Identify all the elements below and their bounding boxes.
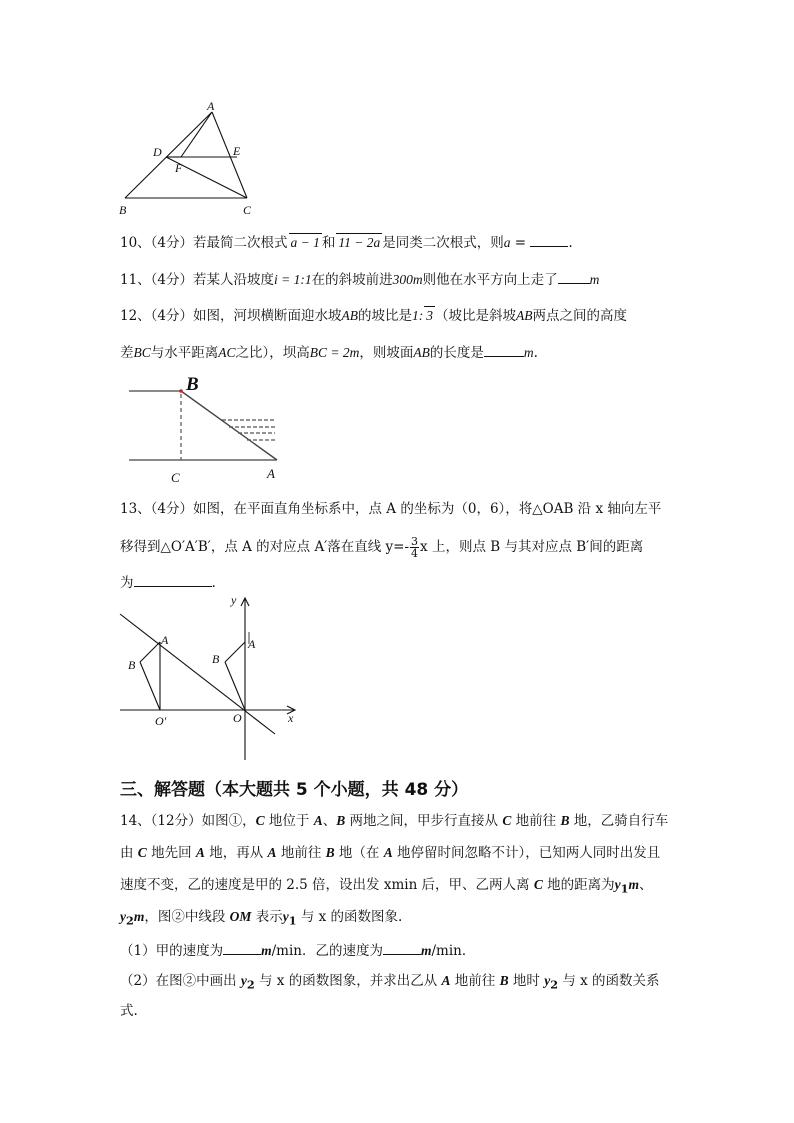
q12-end: . — [533, 345, 538, 361]
triangle-label-f: F — [175, 161, 183, 175]
q14-p2-b: 与 x 的函数图象，并求出乙从 — [254, 973, 442, 989]
triangle-label-a: A — [207, 99, 215, 113]
q12-text-end: 两点之间的高度 — [532, 308, 628, 324]
q10-radical-1: a − 1 — [290, 235, 320, 250]
q14-p2-B: B — [499, 973, 509, 988]
q14-l1-C2: C — [502, 813, 512, 828]
q11-distance: 300m — [392, 272, 423, 287]
q10-text: 10、（4分）若最简二次根式 — [120, 235, 288, 251]
q12-sqrt3: 3 — [426, 308, 434, 323]
q10-radical-2: 11 − 2a — [338, 235, 381, 250]
coord-label-a-prime: A — [161, 633, 169, 647]
q14-p1-c: /min． — [431, 943, 476, 959]
q14-l2-A2: A — [267, 845, 277, 860]
q14-p2-e: 与 x 的函数关系 — [558, 973, 660, 989]
q14-l2-f: 地停留时间忽略不计），已知两人同时出发且 — [392, 845, 661, 861]
q14-l3-y1: y — [614, 877, 621, 892]
question-14-line-2 — [120, 844, 660, 862]
q14-l2-A3: A — [383, 845, 393, 860]
q14-p2-c: 地前往 — [450, 973, 500, 989]
q14-l4-b: 表示 — [251, 909, 283, 925]
coord-label-a: A — [248, 637, 256, 651]
q14-p2-y2: y — [240, 973, 247, 988]
q13-fraction — [410, 536, 419, 559]
q14-p2-A: A — [441, 973, 451, 988]
coord-label-b-prime: B — [128, 658, 136, 672]
q14-l4-OM: OM — [229, 909, 252, 924]
q14-l1-e: 地前往 — [511, 813, 561, 829]
q14-p1-a: （1）甲的速度为 — [120, 943, 224, 959]
triangle-label-c: C — [243, 203, 252, 217]
dam-label-a: A — [267, 466, 275, 481]
question-10 — [120, 232, 573, 252]
q10-text-mid: 是同类二次根式，则 — [382, 235, 504, 251]
q13-text: 13、（4分）如图，在平面直角坐标系中，点 A 的坐标为（0，6），将△OAB 沿 x 轴向左平 — [120, 501, 662, 517]
q10-eq: = — [510, 235, 531, 251]
q10-and: 和 — [321, 235, 336, 251]
coord-label-o-prime: O′ — [155, 714, 167, 728]
question-13-line-1 — [120, 500, 661, 518]
q12-l2-text: 差 — [120, 345, 134, 361]
q14-l1-b: 地位于 — [264, 813, 314, 829]
q14-l4-c: 与 x 的函数图象. — [296, 909, 403, 925]
triangle-label-b: B — [119, 203, 127, 217]
dam-label-c: C — [171, 470, 180, 485]
q11-text-tail: 则他在水平方向上走了 — [422, 272, 558, 288]
q12-ab: AB — [341, 308, 359, 323]
q14-l1-c: C — [255, 813, 265, 828]
question-14-line-3 — [120, 876, 653, 898]
q14-p1-blank-2[interactable] — [383, 940, 421, 955]
q14-p2-sub2: 2 — [246, 977, 255, 992]
q12-answer-blank[interactable] — [484, 342, 524, 357]
q12-ratio: 1: — [412, 308, 424, 323]
question-14-part-1 — [120, 940, 475, 960]
question-14-part-2-end — [120, 1002, 138, 1020]
q13-l2-text: 移得到△O′A′B′，点 A 的对应点 A′落在直线 y=- — [120, 539, 410, 555]
q12-ab-3: AB — [413, 345, 430, 360]
question-12-line-1 — [120, 306, 627, 325]
q14-p1-b: /min．乙的速度为 — [271, 943, 383, 959]
q14-l1-B: B — [336, 813, 346, 828]
q12-text-mid: 的坡比是 — [358, 308, 413, 324]
question-14-line-4 — [120, 908, 402, 930]
q12-bc: BC — [133, 345, 151, 360]
q14-p1-u2: m — [420, 943, 432, 958]
q14-l1-a: 14、（12分）如图①， — [120, 813, 256, 829]
coord-label-x: x — [288, 711, 294, 725]
q14-p1-u1: m — [261, 943, 272, 958]
q14-l3-c: 、 — [639, 877, 653, 893]
q10-var: a — [503, 235, 511, 250]
q14-l3-C: C — [533, 877, 543, 892]
q14-l4-sub1: 1 — [288, 913, 297, 928]
q13-fraction-num: 3 — [411, 535, 419, 548]
q12-l2-mid2: 之比），坝高 — [235, 345, 310, 361]
q14-l2-d: 地前往 — [276, 845, 326, 861]
q11-text: 11、（4分）若某人沿坡度 — [120, 272, 275, 288]
q14-l4-y1: y — [282, 909, 289, 924]
q14-l4-a: ，图②中线段 — [144, 909, 230, 925]
coord-label-o: O — [233, 711, 242, 725]
question-14-part-2 — [120, 972, 660, 994]
q14-p2-d: 地时 — [508, 973, 545, 989]
triangle-label-e: E — [233, 144, 241, 158]
q14-l4-m: m — [133, 909, 145, 924]
q11-slope: i = 1:1 — [274, 272, 312, 287]
q14-l3-sub1: 1 — [620, 881, 629, 896]
q11-answer-blank[interactable] — [558, 269, 590, 284]
q12-l2-mid: 与水平距离 — [150, 345, 219, 361]
q14-l1-sep: 、 — [322, 813, 337, 829]
q14-p2-end: 式. — [120, 1003, 138, 1019]
coordinate-figure — [115, 592, 310, 764]
dam-label-b: B — [186, 374, 199, 395]
q14-l1-B2: B — [560, 813, 570, 828]
q10-answer-blank[interactable] — [530, 232, 568, 247]
q14-l4-y2: y — [120, 909, 126, 924]
q13-l2-tail: x 上，则点 B 与其对应点 B′间的距离 — [420, 539, 644, 555]
question-14-line-1 — [120, 812, 668, 830]
q13-answer-blank[interactable] — [134, 572, 212, 587]
q14-l3-b: 地的距离为 — [542, 877, 615, 893]
q14-l4-sub2: 2 — [126, 913, 134, 928]
q12-text: 12、（4分）如图，河坝横断面迎水坡 — [120, 308, 342, 324]
dam-figure — [125, 372, 285, 490]
question-12-line-2 — [120, 342, 538, 362]
q14-l2-B: B — [325, 845, 335, 860]
q14-p2-y2b: y — [544, 973, 551, 988]
q13-end: . — [211, 575, 216, 591]
triangle-figure — [115, 98, 265, 220]
q14-l2-A: A — [195, 845, 205, 860]
question-13-line-2 — [120, 536, 643, 559]
q12-bc-eq: BC = 2m — [309, 345, 360, 360]
q14-l1-f: 地，乙骑自行车 — [569, 813, 669, 829]
section-3-title: 三、解答题（本大题共 5 个小题，共 48 分） — [120, 780, 469, 800]
q14-p2-a: （2）在图②中画出 — [120, 973, 241, 989]
q14-p1-blank-1[interactable] — [223, 940, 261, 955]
q10-end: . — [568, 235, 573, 251]
q13-l3-text: 为 — [120, 575, 134, 591]
q11-unit: m — [589, 272, 600, 287]
q12-ab-2: AB — [516, 308, 533, 323]
q14-p2-sub2b: 2 — [550, 977, 559, 992]
q14-l3-m: m — [628, 877, 640, 892]
q11-text-mid: 在的斜坡前进 — [311, 272, 393, 288]
question-11 — [120, 269, 599, 289]
q14-l2-e: 地（在 — [334, 845, 384, 861]
q12-ac: AC — [218, 345, 236, 360]
q14-l2-b: 地先回 — [146, 845, 196, 861]
q12-unit: m — [523, 345, 534, 360]
q14-l1-d: 两地之间，甲步行直接从 — [345, 813, 503, 829]
q14-l1-A: A — [313, 813, 323, 828]
q14-l2-C: C — [137, 845, 147, 860]
q14-l2-c: 地，再从 — [204, 845, 268, 861]
q12-l2-mid4: 的长度是 — [429, 345, 484, 361]
coord-label-y: y — [231, 593, 237, 607]
coord-label-b: B — [212, 652, 220, 666]
q13-fraction-den: 4 — [411, 547, 419, 560]
triangle-label-d: D — [153, 145, 162, 159]
q14-l3-a: 速度不变，乙的速度是甲的 2.5 倍，设出发 xmin 后，甲、乙两人离 — [120, 877, 534, 893]
q12-l2-mid3: ，则坡面 — [359, 345, 414, 361]
question-13-line-3 — [120, 572, 216, 592]
q12-text-tail: （坡比是斜坡 — [435, 308, 517, 324]
q14-l2-a: 由 — [120, 845, 138, 861]
